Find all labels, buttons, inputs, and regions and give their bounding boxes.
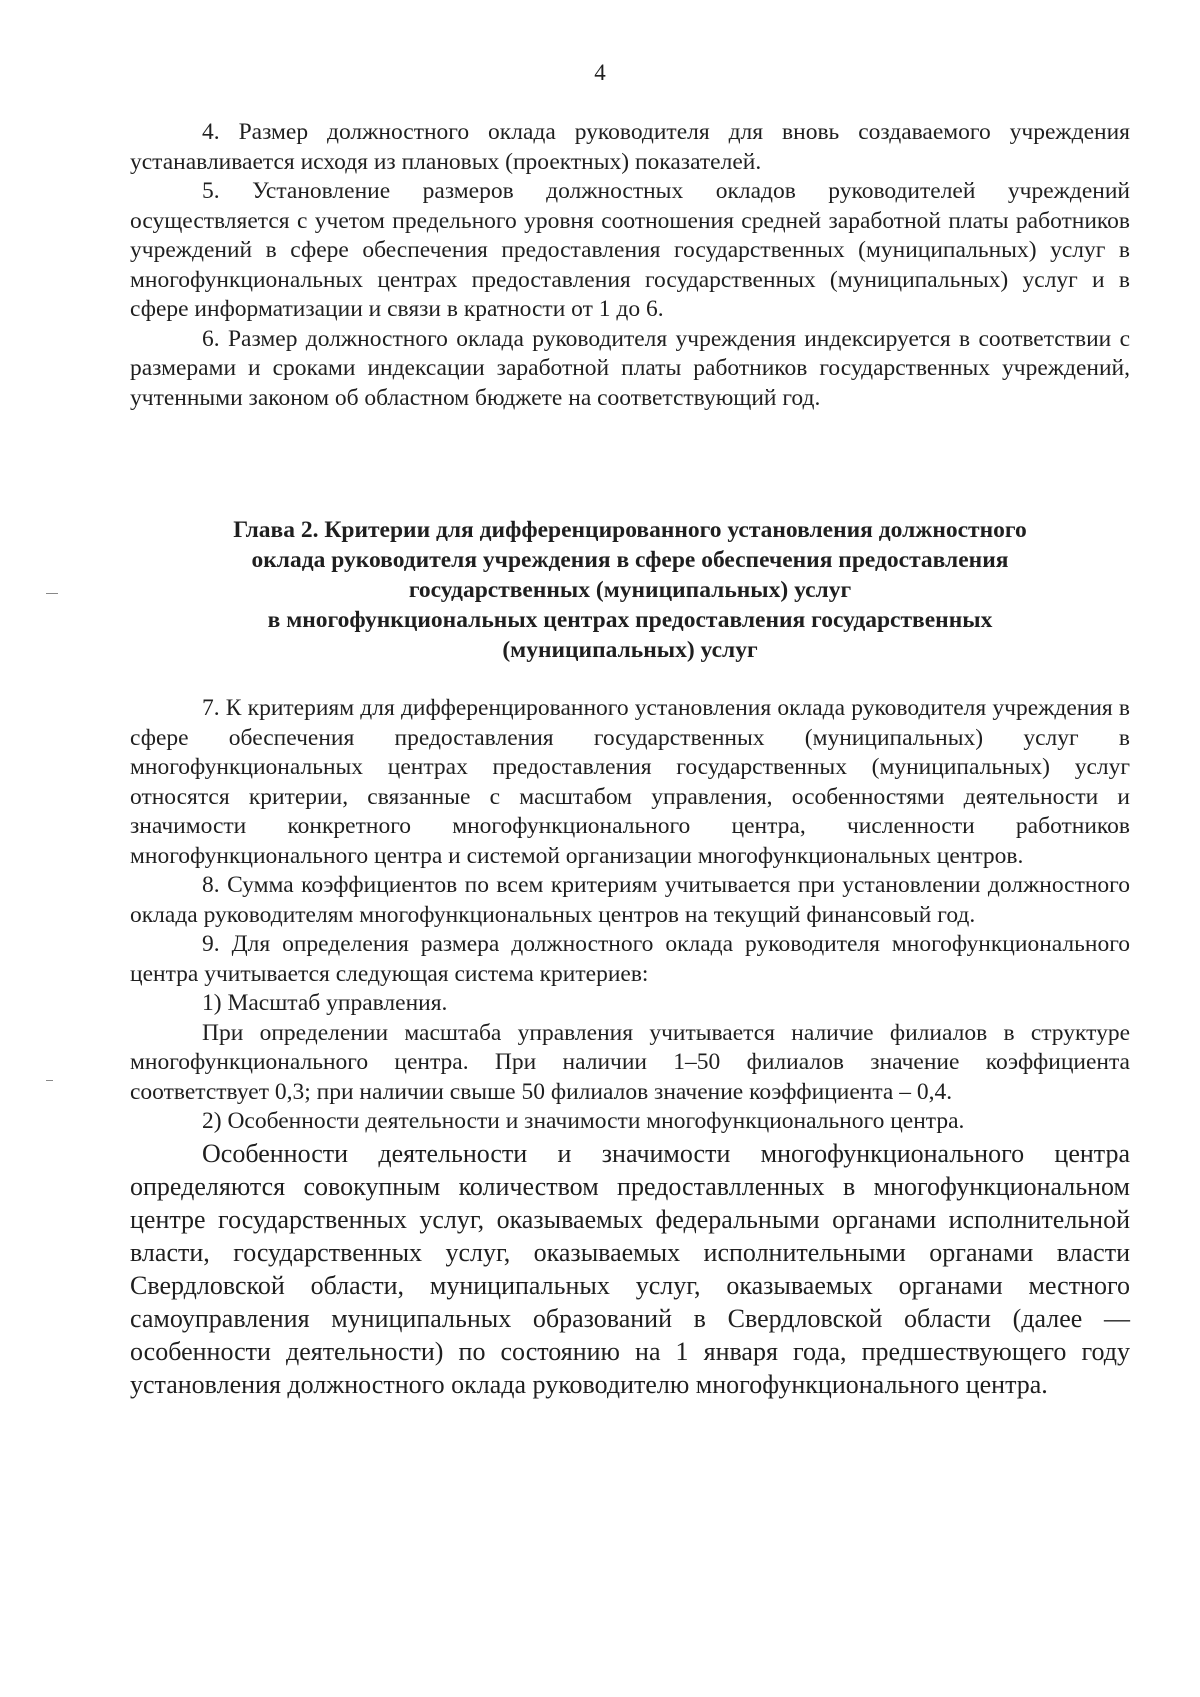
- section-top: [130, 118, 1130, 413]
- criterion-1-body: При определении масштаба управления учитывается наличие филиалов в структуре многофункционального центра. При наличии 1–50 филиалов значение коэффициента соответствует 0,3; при наличии свыше 50 филиалов значение коэффициента – 0,4.: [130, 1019, 1130, 1105]
- margin-mark: [46, 1080, 53, 1081]
- criterion-2-body: Особенности деятельности и значимости многофункционального центра определяются совокупным количеством предоставлленных в многофункциональном центре государственных услуг, оказываемых федеральными органами исполнительной власти, государственных услуг, оказываемых исполнительными органами власти Свердловской области, муниципальных услуг, оказываемых органами местного самоуправления муниципальных образований в Свердловской области (далее — особенности деятельности) по состоянию на 1 января года, предшествующего году установления должностного оклада руководителю многофункционального центра.: [130, 1138, 1130, 1399]
- paragraph-7: 7. К критериям для дифференцированного установления оклада руководителя учреждения в сфере обеспечения предоставления государственных (муниципальных) услуг в многофункциональных центрах предоставления государственных (муниципальных) услуг относятся критерии, связанные с масштабом управления, особенностями деятельности и значимости конкретного многофункционального центра, численности работников многофункционального центра и системой организации многофункциональных центров.: [130, 695, 1130, 869]
- paragraph-5: 5. Установление размеров должностных окладов руководителей учреждений осуществляется с учетом предельного уровня соотношения средней заработной платы работников учреждений в сфере обеспечения предоставления государственных (муниципальных) услуг в многофункциональных центрах предоставления государственных (муниципальных) услуг и в сфере информатизации и связи в кратности от 1 до 6.: [130, 178, 1130, 322]
- paragraph-8: 8. Сумма коэффициентов по всем критериям учитывается при установлении должностного оклада руководителям многофункциональных центров на текущий финансовый год.: [130, 872, 1130, 928]
- chapter-heading-line: государственных (муниципальных) услуг: [408, 577, 852, 603]
- page-number: 4: [594, 60, 606, 85]
- section-bottom: [130, 694, 1130, 1401]
- chapter-heading-line: в многофункциональных центрах предоставления государственных: [267, 607, 993, 633]
- criterion-2-title: 2) Особенности деятельности и значимости многофункционального центра.: [202, 1108, 965, 1134]
- paragraph-4: 4. Размер должностного оклада руководителя для вновь создаваемого учреждения устанавливается исходя из плановых (проектных) показателей.: [130, 119, 1130, 175]
- chapter-heading-line: оклада руководителя учреждения в сфере обеспечения предоставления: [251, 547, 1009, 573]
- paragraph-9: 9. Для определения размера должностного оклада руководителя многофункционального центра учитывается следующая система критериев:: [130, 931, 1130, 987]
- chapter-heading-line: Глава 2. Критерии для дифференцированного установления должностного: [233, 517, 1027, 543]
- margin-mark: [46, 593, 58, 594]
- paragraph-6: 6. Размер должностного оклада руководителя учреждения индексируется в соответствии с размерами и сроками индексации заработной платы работников государственных учреждений, учтенными законом об областном бюджете на соответствующий год.: [130, 325, 1130, 411]
- chapter-heading-line: (муниципальных) услуг: [502, 637, 758, 663]
- chapter-heading: [130, 515, 1130, 665]
- criterion-1-title: 1) Масштаб управления.: [202, 990, 448, 1016]
